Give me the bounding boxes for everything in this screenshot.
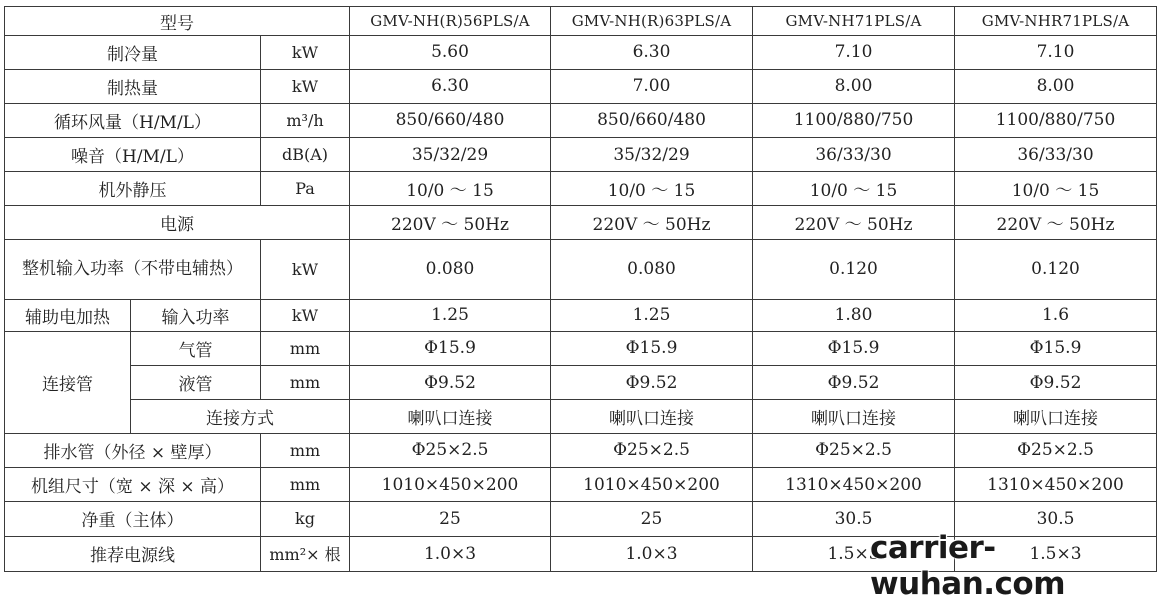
value-cell: 5.60 bbox=[350, 36, 551, 69]
unit-cell: kW bbox=[261, 36, 350, 69]
value-cell: 10/0 ～ 15 bbox=[955, 172, 1157, 205]
value-cell: 8.00 bbox=[753, 69, 955, 103]
value-cell: Φ9.52 bbox=[955, 366, 1157, 400]
value-cell: 1.6 bbox=[955, 299, 1157, 331]
model-name-4: GMV-NHR71PLS/A bbox=[955, 7, 1157, 36]
unit-cell: m³/h bbox=[261, 103, 350, 137]
value-cell: 220V ～ 50Hz bbox=[753, 205, 955, 239]
table-row bbox=[5, 467, 1157, 501]
value-cell: Φ9.52 bbox=[753, 366, 955, 400]
value-cell: 7.10 bbox=[955, 36, 1157, 69]
value-cell: 7.10 bbox=[753, 36, 955, 69]
value-cell: 1100/880/750 bbox=[955, 103, 1157, 137]
value-cell: 8.00 bbox=[955, 69, 1157, 103]
table-row bbox=[5, 366, 1157, 400]
value-cell: Φ25×2.5 bbox=[955, 433, 1157, 467]
value-cell: 1010×450×200 bbox=[551, 467, 753, 501]
row-label: 循环风量（H/M/L） bbox=[5, 103, 261, 137]
table-row bbox=[5, 240, 1157, 300]
row-label: 制热量 bbox=[5, 69, 261, 103]
value-cell: 35/32/29 bbox=[551, 138, 753, 172]
unit-cell: mm²× 根 bbox=[261, 536, 350, 571]
value-cell: 1310×450×200 bbox=[955, 467, 1157, 501]
spec-table bbox=[4, 6, 1157, 572]
row-label: 机外静压 bbox=[5, 172, 261, 205]
table-row bbox=[5, 138, 1157, 172]
value-cell: 1.0×3 bbox=[551, 536, 753, 571]
model-name-3: GMV-NH71PLS/A bbox=[753, 7, 955, 36]
header-row bbox=[5, 7, 1157, 36]
watermark: carrier-wuhan.com bbox=[870, 530, 1066, 602]
unit-cell: kg bbox=[261, 502, 350, 536]
value-cell: Φ15.9 bbox=[753, 331, 955, 365]
row-label: 辅助电加热 bbox=[5, 299, 131, 331]
value-cell: 0.080 bbox=[551, 240, 753, 300]
row-label: 机组尺寸（宽 × 深 × 高） bbox=[5, 467, 261, 501]
unit-cell: mm bbox=[261, 366, 350, 400]
row-label: 排水管（外径 × 壁厚） bbox=[5, 433, 261, 467]
value-cell: 1.5×3 bbox=[753, 536, 955, 571]
table-row bbox=[5, 433, 1157, 467]
value-cell: 220V ～ 50Hz bbox=[350, 205, 551, 239]
value-cell: 220V ～ 50Hz bbox=[955, 205, 1157, 239]
model-header-label: 型号 bbox=[5, 7, 350, 36]
unit-cell: Pa bbox=[261, 172, 350, 205]
value-cell: 7.00 bbox=[551, 69, 753, 103]
row-label: 推荐电源线 bbox=[5, 536, 261, 571]
value-cell: 0.120 bbox=[955, 240, 1157, 300]
table-row bbox=[5, 103, 1157, 137]
value-cell: 喇叭口连接 bbox=[955, 400, 1157, 433]
row-label: 电源 bbox=[5, 205, 350, 239]
model-name-1: GMV-NH(R)56PLS/A bbox=[350, 7, 551, 36]
value-cell: Φ15.9 bbox=[551, 331, 753, 365]
value-cell: 6.30 bbox=[350, 69, 551, 103]
table-row bbox=[5, 536, 1157, 571]
row-label: 噪音（H/M/L） bbox=[5, 138, 261, 172]
value-cell: 1310×450×200 bbox=[753, 467, 955, 501]
unit-cell: kW bbox=[261, 69, 350, 103]
table-row bbox=[5, 172, 1157, 205]
value-cell: 0.080 bbox=[350, 240, 551, 300]
value-cell: Φ25×2.5 bbox=[350, 433, 551, 467]
table-row bbox=[5, 205, 1157, 239]
unit-cell: mm bbox=[261, 433, 350, 467]
value-cell: 1100/880/750 bbox=[753, 103, 955, 137]
value-cell: 1.5×3 bbox=[955, 536, 1157, 571]
row-sublabel: 连接方式 bbox=[131, 400, 350, 433]
value-cell: Φ25×2.5 bbox=[753, 433, 955, 467]
value-cell: 喇叭口连接 bbox=[350, 400, 551, 433]
value-cell: 36/33/30 bbox=[753, 138, 955, 172]
value-cell: 10/0 ～ 15 bbox=[551, 172, 753, 205]
value-cell: 喇叭口连接 bbox=[753, 400, 955, 433]
value-cell: Φ15.9 bbox=[350, 331, 551, 365]
table-row bbox=[5, 299, 1157, 331]
model-name-2: GMV-NH(R)63PLS/A bbox=[551, 7, 753, 36]
value-cell: Φ25×2.5 bbox=[551, 433, 753, 467]
value-cell: 35/32/29 bbox=[350, 138, 551, 172]
table-row bbox=[5, 502, 1157, 536]
value-cell: Φ9.52 bbox=[350, 366, 551, 400]
unit-cell: mm bbox=[261, 467, 350, 501]
value-cell: 1.80 bbox=[753, 299, 955, 331]
value-cell: 6.30 bbox=[551, 36, 753, 69]
value-cell: 10/0 ～ 15 bbox=[350, 172, 551, 205]
value-cell: Φ15.9 bbox=[955, 331, 1157, 365]
table-row bbox=[5, 331, 1157, 365]
value-cell: 30.5 bbox=[955, 502, 1157, 536]
unit-cell: mm bbox=[261, 331, 350, 365]
value-cell: 25 bbox=[551, 502, 753, 536]
value-cell: 220V ～ 50Hz bbox=[551, 205, 753, 239]
value-cell: Φ9.52 bbox=[551, 366, 753, 400]
row-sublabel: 气管 bbox=[131, 331, 261, 365]
value-cell: 25 bbox=[350, 502, 551, 536]
value-cell: 喇叭口连接 bbox=[551, 400, 753, 433]
row-sublabel: 液管 bbox=[131, 366, 261, 400]
value-cell: 1010×450×200 bbox=[350, 467, 551, 501]
value-cell: 1.25 bbox=[551, 299, 753, 331]
row-label: 净重（主体） bbox=[5, 502, 261, 536]
value-cell: 0.120 bbox=[753, 240, 955, 300]
value-cell: 1.0×3 bbox=[350, 536, 551, 571]
table-row bbox=[5, 69, 1157, 103]
value-cell: 850/660/480 bbox=[551, 103, 753, 137]
value-cell: 850/660/480 bbox=[350, 103, 551, 137]
table-row bbox=[5, 400, 1157, 433]
table-row bbox=[5, 36, 1157, 69]
row-label: 整机输入功率（不带电辅热） bbox=[5, 240, 261, 300]
value-cell: 30.5 bbox=[753, 502, 955, 536]
row-sublabel: 输入功率 bbox=[131, 299, 261, 331]
row-label: 连接管 bbox=[5, 331, 131, 433]
unit-cell: kW bbox=[261, 299, 350, 331]
row-label: 制冷量 bbox=[5, 36, 261, 69]
value-cell: 1.25 bbox=[350, 299, 551, 331]
value-cell: 36/33/30 bbox=[955, 138, 1157, 172]
value-cell: 10/0 ～ 15 bbox=[753, 172, 955, 205]
unit-cell: kW bbox=[261, 240, 350, 300]
unit-cell: dB(A) bbox=[261, 138, 350, 172]
